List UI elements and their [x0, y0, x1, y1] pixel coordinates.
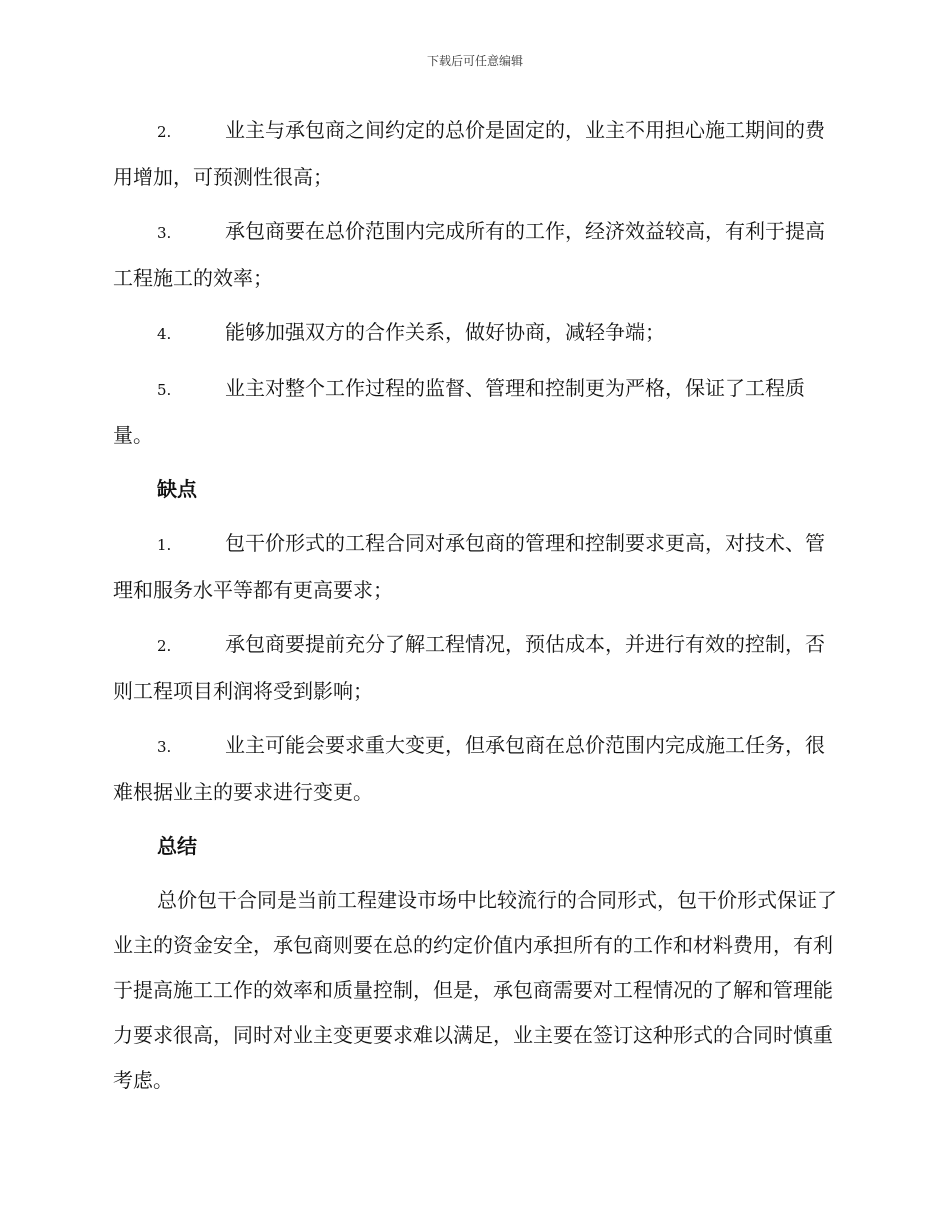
- list-item: [113, 108, 838, 200]
- list-item-text: 业主对整个工作过程的监督、管理和控制更为严格，保证了工程质量。: [113, 376, 805, 447]
- list-item: [113, 209, 838, 301]
- list-item: [113, 521, 838, 613]
- list-item-number: 1.: [157, 536, 172, 554]
- list-item: [113, 366, 838, 458]
- section-heading-summary: 总结: [157, 834, 197, 858]
- list-item-text: 承包商要在总价范围内完成所有的工作，经济效益较高，有利于提高工程施工的效率；: [113, 219, 825, 290]
- list-item-text: 承包商要提前充分了解工程情况，预估成本，并进行有效的控制，否则工程项目利润将受到影响；: [113, 632, 825, 703]
- list-item-number: 4.: [157, 325, 172, 343]
- summary-paragraph: 总价包干合同是当前工程建设市场中比较流行的合同形式，包干价形式保证了业主的资金安全，承包商则要在总的约定价值内承担所有的工作和材料费用，有利于提高施工工作的效率和质量控制，但是，承包商需要对工程情况的了解和管理能力要求很高，同时对业主变更要求难以满足，业主要在签订这种形式的合同时慎重考虑。: [113, 888, 837, 1092]
- list-item: [113, 310, 838, 357]
- header-note: 下载后可任意编辑: [426, 54, 523, 68]
- list-item: [113, 622, 838, 714]
- section-heading-disadvantages: 缺点: [157, 477, 197, 501]
- list-item-text: 业主可能会要求重大变更，但承包商在总价范围内完成施工任务，很难根据业主的要求进行变更。: [113, 733, 825, 804]
- list-item-text: 能够加强双方的合作关系，做好协商，减轻争端；: [225, 320, 665, 344]
- list-item-number: 3.: [157, 224, 172, 242]
- list-item-number: 2.: [157, 123, 172, 141]
- list-item-number: 2.: [157, 637, 172, 655]
- document-body: [113, 108, 838, 1103]
- list-item-text: 包干价形式的工程合同对承包商的管理和控制要求更高，对技术、管理和服务水平等都有更高要求；: [113, 531, 825, 602]
- list-item-number: 5.: [157, 381, 172, 399]
- list-item-number: 3.: [157, 738, 172, 756]
- list-item: [113, 723, 838, 815]
- list-item-text: 业主与承包商之间约定的总价是固定的，业主不用担心施工期间的费用增加，可预测性很高；: [113, 118, 825, 189]
